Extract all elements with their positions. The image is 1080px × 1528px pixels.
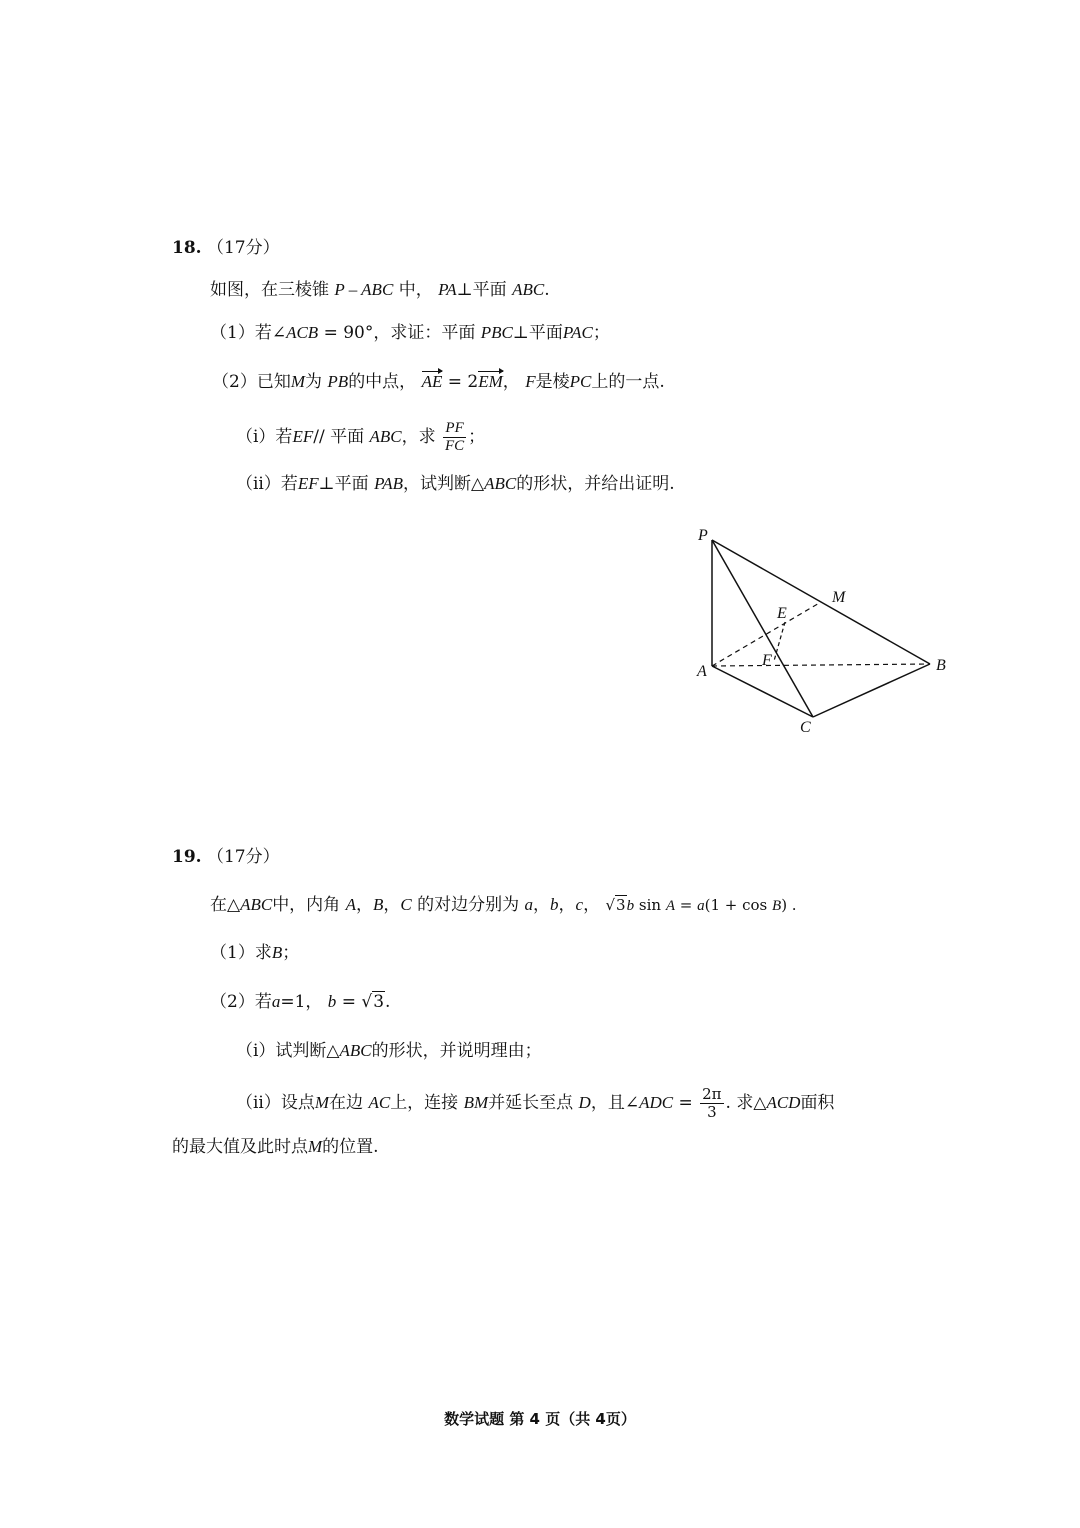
segment-ef-hidden: [774, 622, 785, 661]
label-a: A: [697, 663, 707, 680]
math: A: [345, 895, 356, 914]
text: ⊥平面: [456, 280, 507, 300]
text: .: [544, 280, 550, 300]
math: ABC: [512, 280, 545, 299]
fraction-pf-fc: [443, 420, 466, 455]
q19-score: （17分）: [206, 847, 280, 867]
math: c: [575, 895, 584, 914]
math: F: [525, 372, 536, 391]
math: a: [697, 898, 705, 914]
numerator: 2π: [702, 1085, 722, 1103]
q19-part2-ii-continued: [172, 1135, 379, 1159]
math: PC: [569, 372, 592, 391]
math: b: [550, 895, 559, 914]
text: // 平面: [313, 427, 365, 447]
math: =: [674, 896, 698, 914]
text: ，: [558, 895, 576, 915]
pyramid-figure: [680, 520, 960, 740]
math: D: [578, 1093, 591, 1112]
math: PAC: [562, 323, 593, 342]
label-b: B: [936, 657, 946, 674]
text: 上，连接: [390, 1093, 459, 1113]
edge-cb: [813, 664, 930, 717]
text: 为: [305, 372, 322, 392]
text: ⊥平面: [318, 474, 369, 494]
math: b: [327, 992, 337, 1011]
q19-part2: （2）若a=1， b = √3.: [210, 992, 391, 1012]
q19-part2-ii: [236, 1086, 834, 1121]
math: AC: [368, 1093, 391, 1112]
formula: √3b sin A = a(1 + cos B) .: [605, 896, 797, 914]
math: ADC: [639, 1093, 674, 1112]
text: （ii）设点: [236, 1093, 315, 1113]
q18-part2-ii: [236, 472, 675, 496]
edge-ab-hidden: [712, 664, 930, 666]
text: ，且∠: [590, 1093, 640, 1113]
q18-number: 18.: [172, 238, 202, 258]
math: PA: [438, 280, 457, 299]
text: 并延长至点: [488, 1093, 574, 1113]
math: M: [314, 1093, 330, 1112]
math: ABC: [339, 1041, 372, 1060]
label-m: M: [832, 589, 846, 606]
text: 如图，在三棱锥: [210, 280, 329, 300]
math: M: [308, 1137, 323, 1156]
text: = 2: [442, 372, 479, 392]
text: 中，内角: [272, 895, 341, 915]
text: =: [336, 992, 362, 1012]
text: ，: [583, 895, 601, 915]
math: BM: [463, 1093, 489, 1112]
text: 的形状，并给出证明.: [516, 474, 675, 494]
math: A: [665, 898, 675, 914]
text: ，求: [401, 427, 436, 447]
text: ，: [502, 372, 520, 392]
text: 的中点，: [348, 372, 417, 392]
label-c: C: [800, 719, 811, 736]
text: ；: [282, 943, 300, 963]
vector-ae: AE: [421, 372, 443, 391]
math: (1 + cos: [704, 896, 768, 914]
text: .: [385, 992, 391, 1012]
page-footer: 数学试题 第 4 页（共 4页）: [444, 1410, 636, 1428]
text: ，: [355, 895, 373, 915]
math: PBC: [480, 323, 513, 342]
text: （1）求: [210, 943, 272, 963]
math: EF: [292, 427, 314, 446]
math: M: [290, 372, 305, 391]
text: （ii）若: [236, 474, 298, 494]
q18-header: [172, 236, 280, 260]
math: ABC: [240, 895, 273, 914]
text: （1）若: [210, 323, 272, 343]
text: . 求△: [725, 1093, 767, 1113]
q19-intro: [210, 893, 797, 918]
text: ，试判断△: [403, 474, 485, 494]
radicand: 3: [373, 992, 385, 1012]
label-f: F: [762, 652, 772, 669]
edge-pc: [712, 540, 813, 717]
text: （i）试判断△: [236, 1041, 340, 1061]
text: = 90°，求证：平面: [318, 323, 476, 343]
text: =: [673, 1093, 699, 1113]
q18-part1: [210, 321, 610, 345]
math: ACD: [766, 1093, 801, 1112]
text: 的最大值及此时点: [172, 1137, 308, 1157]
math: P – ABC: [334, 280, 394, 299]
numerator: PF: [443, 420, 466, 438]
text: （2）已知: [212, 372, 291, 392]
math: PAB: [374, 474, 404, 493]
denominator: 3: [707, 1103, 717, 1121]
text: 面积: [800, 1093, 835, 1113]
label-p: P: [698, 527, 708, 544]
text: ；: [592, 323, 610, 343]
text: 上的一点.: [591, 372, 665, 392]
text: ，: [533, 895, 551, 915]
math: B: [372, 895, 384, 914]
text: （i）若: [236, 427, 293, 447]
math: ∠ACB: [271, 323, 319, 342]
math: sin: [638, 896, 662, 914]
text: 的形状，并说明理由；: [371, 1041, 542, 1061]
fraction-2pi-3: [700, 1086, 723, 1121]
text: ，: [383, 895, 401, 915]
math: C: [400, 895, 412, 914]
math: a: [524, 895, 534, 914]
q18-intro: [210, 278, 550, 302]
text: 是棱: [535, 372, 570, 392]
math: a: [271, 992, 281, 1011]
q19-number: 19.: [172, 847, 202, 867]
text: 在△: [210, 895, 241, 915]
q18-part2-i: [236, 420, 485, 455]
q18-part2: [212, 370, 665, 394]
denominator: FC: [445, 438, 465, 454]
math: ) .: [781, 896, 797, 914]
text: 中，: [398, 280, 433, 300]
text: 的对边分别为: [417, 895, 520, 915]
label-e: E: [777, 605, 787, 622]
q19-part1: [210, 941, 299, 965]
radicand: 3: [616, 896, 626, 914]
text: ；: [468, 427, 486, 447]
q18-score: （17分）: [206, 238, 280, 258]
text: 的位置.: [322, 1137, 379, 1157]
q19-header: [172, 845, 280, 869]
math: b: [626, 898, 635, 914]
text: （2）若: [210, 992, 272, 1012]
math: ABC: [484, 474, 517, 493]
text: ⊥平面: [512, 323, 563, 343]
math: ABC: [369, 427, 402, 446]
text: 在边: [329, 1093, 364, 1113]
text: =1，: [280, 992, 323, 1012]
math: B: [772, 898, 782, 914]
math: PB: [327, 372, 349, 391]
math: EF: [297, 474, 319, 493]
q19-part2-i: [236, 1039, 542, 1063]
math: B: [271, 943, 283, 962]
vector-em: EM: [478, 372, 503, 391]
